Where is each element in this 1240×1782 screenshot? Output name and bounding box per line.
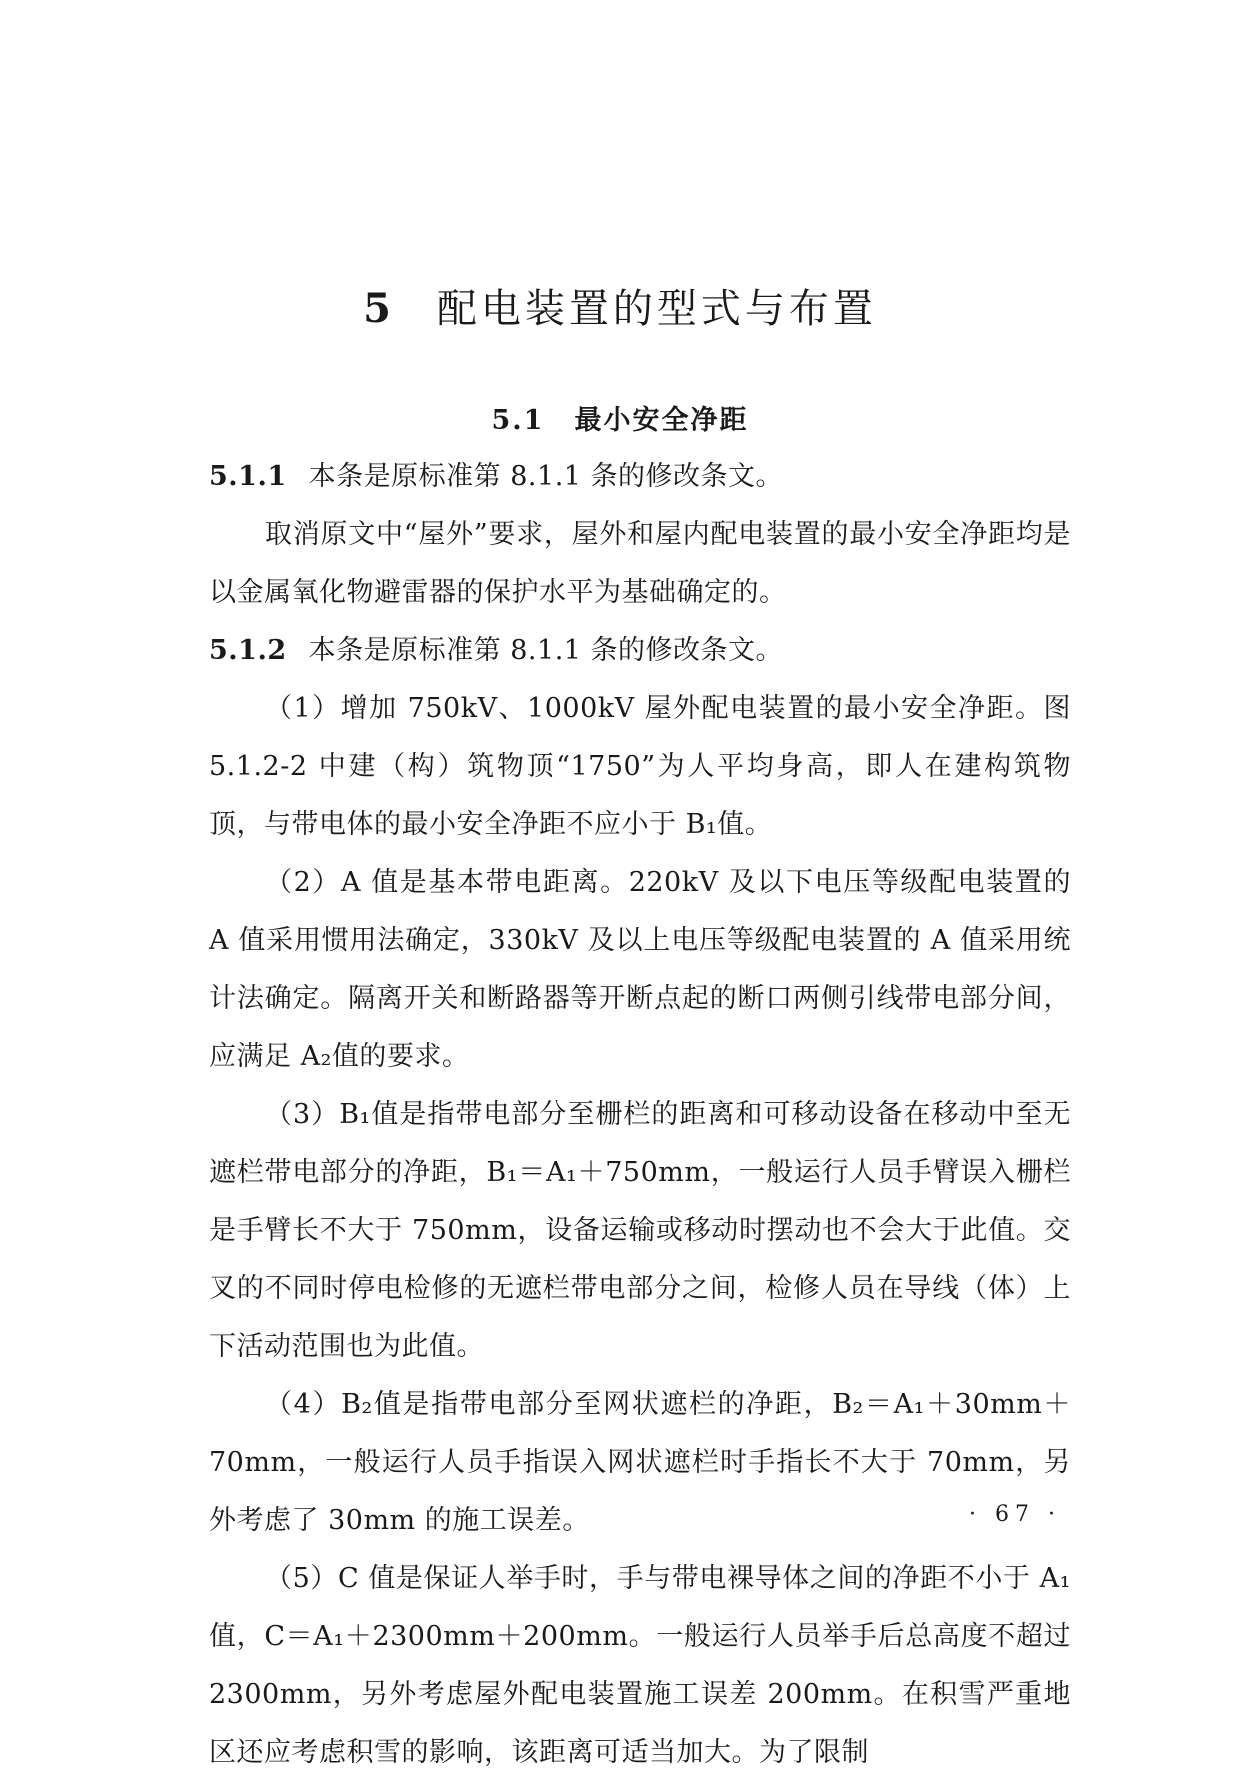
chapter-title (0, 277, 1240, 334)
paragraph-item-3: （3）B₁值是指带电部分至栅栏的距离和可移动设备在移动中至无遮栏带电部分的净距，B₁＝A₁＋750mm，一般运行人员手臂误入栅栏是手臂长不大于 750mm，设备运输或移动时摆动也不会大于此值。交叉的不同时停电检修的无遮栏带电部分之间，检修人员在导线（体）上下活动范围也为此值。 (209, 1099, 1071, 1362)
section-title (0, 398, 1240, 437)
clause-text: 本条是原标准第 8.1.1 条的修改条文。 (308, 635, 784, 666)
clause-number: 5.1.1 (209, 461, 287, 492)
clause-text: 本条是原标准第 8.1.1 条的修改条文。 (308, 461, 784, 492)
body-text (209, 448, 1071, 1782)
paragraph-item-2: （2）A 值是基本带电距离。220kV 及以下电压等级配电装置的 A 值采用惯用法确定，330kV 及以上电压等级配电装置的 A 值采用统计法确定。隔离开关和断路器等开断点起的断口两侧引线带电部分间，应满足 A₂值的要求。 (209, 867, 1071, 1072)
section-number: 5.1 (491, 405, 545, 437)
page-number: · 67 · (969, 1502, 1061, 1527)
clause-5-1-1 (209, 448, 1071, 506)
paragraph-item-5: （5）C 值是保证人举手时，手与带电裸导体之间的净距不小于 A₁值，C＝A₁＋2300mm＋200mm。一般运行人员举手后总高度不超过 2300mm，另外考虑屋外配电装置施工误差 200mm。在积雪严重地区还应考虑积雪的影响，该距离可适当加大。为了限制 (209, 1563, 1071, 1768)
chapter-number: 5 (363, 284, 395, 332)
paragraph: 取消原文中“屋外”要求，屋外和屋内配电装置的最小安全净距均是以金属氧化物避雷器的保护水平为基础确定的。 (209, 519, 1071, 608)
clause-number: 5.1.2 (209, 635, 287, 666)
chapter-title-text: 配电装置的型式与布置 (436, 285, 877, 332)
paragraph-item-4: （4）B₂值是指带电部分至网状遮栏的净距，B₂＝A₁＋30mm＋70mm，一般运行人员手指误入网状遮栏时手指长不大于 70mm，另外考虑了 30mm 的施工误差。 (209, 1389, 1071, 1536)
clause-5-1-2 (209, 622, 1071, 680)
paragraph-item-1: （1）增加 750kV、1000kV 屋外配电装置的最小安全净距。图 5.1.2-2 中建（构）筑物顶“1750”为人平均身高，即人在建构筑物顶，与带电体的最小安全净距不应小于 B₁值。 (209, 693, 1071, 840)
section-title-text: 最小安全净距 (574, 405, 749, 437)
